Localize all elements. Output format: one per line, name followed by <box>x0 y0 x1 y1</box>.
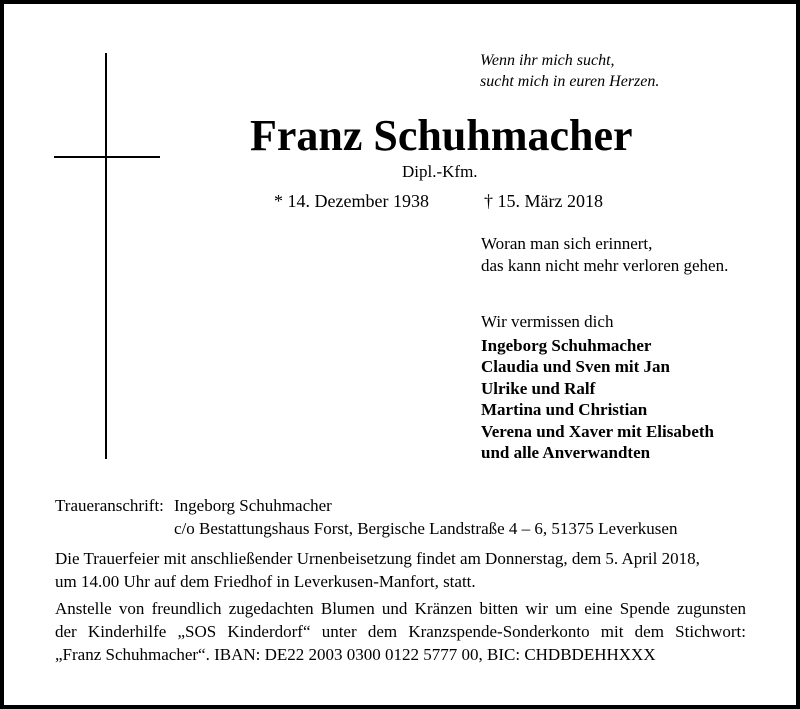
donation-line: „Franz Schuhmacher“. IBAN: DE22 2003 0300 0122 5777 00, BIC: CHDBDEHHXXX <box>55 645 656 664</box>
mourners-intro: Wir vermissen dich <box>481 312 614 331</box>
mourner-name: Verena und Xaver mit Elisabeth <box>481 421 714 441</box>
death-date: † 15. März 2018 <box>484 191 603 211</box>
service-line: Die Trauerfeier mit anschließender Urnenbeisetzung findet am Donnerstag, dem 5. April 2018, <box>55 549 700 568</box>
mourner-name: Ulrike und Ralf <box>481 378 596 398</box>
service-line: um 14.00 Uhr auf dem Friedhof in Leverkusen-Manfort, statt. <box>55 572 476 591</box>
cross-vertical-bar <box>105 53 107 459</box>
mourner-name: und alle Anverwandten <box>481 443 651 463</box>
deceased-name: Franz Schuhmacher <box>250 111 633 160</box>
mourner-name: Ingeborg Schuhmacher <box>481 336 652 355</box>
mourning-address <box>174 494 677 540</box>
address-line: c/o Bestattungshaus Forst, Bergische Landstraße 4 – 6, 51375 Leverkusen <box>174 519 678 538</box>
donation-line: der Kinderhilfe „SOS Kinderdorf“ unter dem Kranzspende-Sonderkonto mit dem Stichwort: <box>55 622 746 641</box>
motto-line: sucht mich in euren Herzen. <box>480 73 660 90</box>
address-line: Ingeborg Schuhmacher <box>174 496 332 515</box>
cross-horizontal-bar <box>54 156 160 158</box>
motto-line: Wenn ihr mich sucht, <box>480 52 615 69</box>
funeral-service-info <box>55 547 700 593</box>
mourner-name: Martina und Christian <box>481 400 648 420</box>
birth-date: * 14. Dezember 1938 <box>274 191 429 211</box>
quote-line: das kann nicht mehr verloren gehen. <box>481 256 729 275</box>
quote-line: Woran man sich erinnert, <box>481 234 653 253</box>
donation-request <box>55 597 746 666</box>
mourner-name: Claudia und Sven mit Jan <box>481 357 670 377</box>
mourners-list <box>481 335 714 463</box>
deceased-title: Dipl.-Kfm. <box>402 162 478 181</box>
quote-verse <box>481 233 728 277</box>
address-label: Traueranschrift: <box>55 496 164 515</box>
motto-verse <box>480 50 659 92</box>
donation-line: Anstelle von freundlich zugedachten Blumen und Kränzen bitten wir um eine Spende zugunsten <box>55 599 746 618</box>
